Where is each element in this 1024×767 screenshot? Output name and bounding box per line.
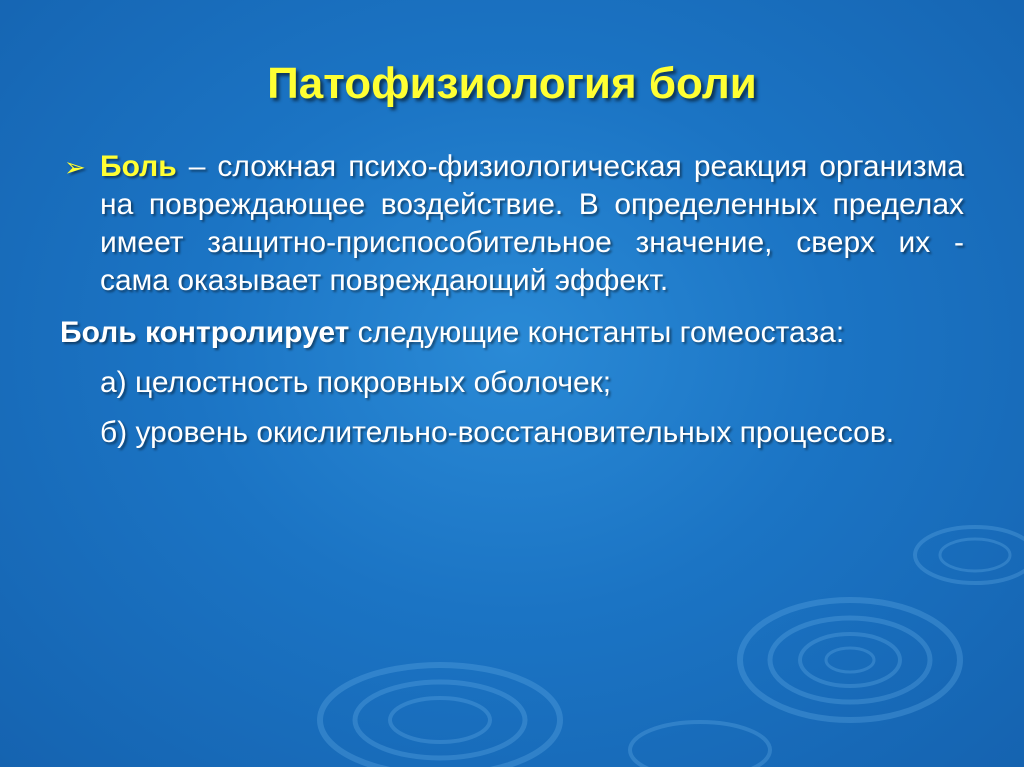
definition-text: – сложная психо-физиологическая реакция организма на повреждающее воздействие. В определенных пределах имеет защитно-приспособительное значение, сверх их - сама оказывает повреждающий эффект. (100, 150, 964, 297)
list-item-b: б) уровень окислительно-восстановительных процессов. (100, 416, 895, 449)
list-item-a: а) целостность покровных оболочек; (100, 366, 612, 399)
arrow-bullet-icon: ➢ (64, 152, 86, 182)
definition-paragraph (60, 148, 964, 300)
slide-title: Патофизиология боли (267, 59, 757, 108)
controls-text: следующие константы гомеостаза: (349, 316, 845, 349)
controls-paragraph (60, 314, 964, 352)
pain-term: Боль (100, 150, 177, 183)
slide-content (60, 148, 964, 452)
controls-bold-text: Боль контролирует (60, 316, 350, 349)
